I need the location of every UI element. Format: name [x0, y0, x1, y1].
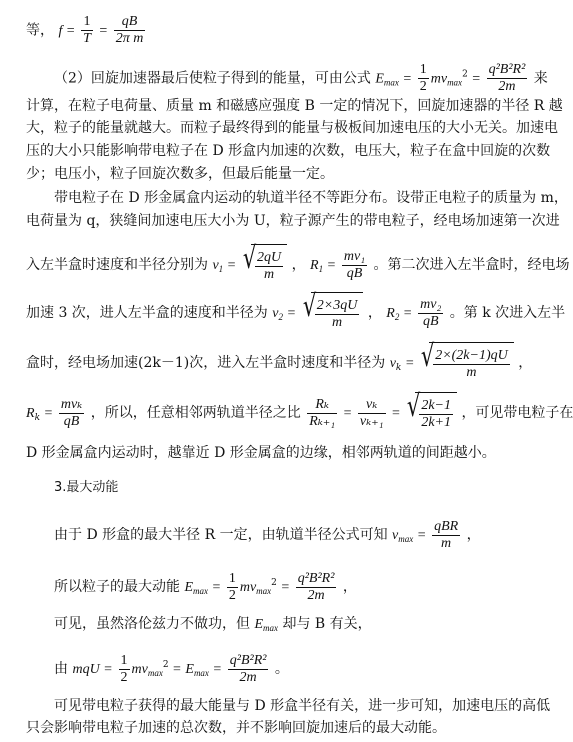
fraction-R1: $\frac{\text{mv₁}}{qB}$: [343, 248, 366, 281]
fraction-R2: $\frac{\text{mv₂}}{qB}$: [420, 296, 442, 329]
conclusion-line2: 只会影响带电粒子加速的总次数，并不影响回旋加速后的最大动能。: [26, 720, 446, 736]
para3-line1: 带电粒子在 D 形金属盒内运动的轨道半径不等距分布。设带正电粒子的质量为 m，: [54, 190, 568, 206]
fraction-Emax: $\frac{\text{q²B²R²}}{2m}$: [297, 570, 335, 603]
symbol-f: f: [58, 23, 63, 39]
fraction-kinetic: $\frac{\text{q²B²R²}}{2m}$: [488, 62, 526, 94]
equals-sign: =: [66, 23, 75, 39]
para3-line5: 盒时，经电场加速(2k－1)次，进入左半盒时速度和半径为 $v_k$ = √ $\frac{2\times(2k-1)qU}{m}$ ，: [26, 342, 551, 382]
fraction-vmax: $\frac{\text{qBR}}{m}$: [434, 518, 459, 551]
fraction-qB-over-2pim: $\frac{qB}{\text{2π m}}$: [115, 14, 144, 46]
sqrt-v1: √ $\frac{2qU}{m}$: [240, 244, 287, 286]
para3-line4: 加速 3 次，进人左半盒的速度和半径为 $v_2$ = √ $\frac{2\times 3qU}{m}$ ， $R_2$ = $\frac{\text{mv₂}}{qB}$ 。第 k 次进入左半: [26, 292, 551, 332]
para2-line2: 计算，在粒子电荷量、质量 m 和磁感应强度 B 一定的情况下，回旋加速器的半径 R 越: [26, 98, 563, 114]
para3-line3: 入左半盒时速度和半径分别为 $v_1$ = √ $\frac{2qU}{m}$ ， $R_1$ = $\frac{\text{mv₁}}{qB}$ 。第二次进入左半盒时，经电场: [26, 244, 551, 284]
frequency-formula-line: [26, 14, 551, 47]
para3-line2: 电荷量为 q，狭缝间加速电压大小为 U，粒子源产生的带电粒子，经电场加速第一次进: [26, 213, 560, 229]
para3-line6: $R_k$ = $\frac{\text{mvₖ}}{qB}$ ，所以，任意相邻两轨道半径之比 $\frac{\text{Rₖ}}{\text{Rₖ₊₁}}$ = $\frac{\text{vₖ}}{\text{vₖ₊₁}}$ = √ $\frac{2k-1}{2k+1}$ ，可见带电粒子在: [26, 392, 551, 432]
para2-line3: 大，粒子的能量就越大。而粒子最终得到的能量与极板间加速电压的大小无关。加速电: [26, 120, 558, 136]
sqrt-ratio: √ $\frac{2k-1}{2k+1}$: [404, 392, 457, 434]
sqrt-v2: √ $\frac{2\times 3qU}{m}$: [300, 292, 364, 334]
sqrt-vk: √ $\frac{2\times(2k-1)qU}{m}$: [418, 342, 514, 384]
fraction-radius-ratio: $\frac{\text{Rₖ}}{\text{Rₖ₊₁}}$: [309, 396, 336, 429]
sec3-line3: 可见，虽然洛伦兹力不做功，但 $E_{max}$ 却与 B 有关，: [54, 616, 372, 633]
equals-sign: =: [99, 23, 108, 39]
fraction-1-over-T: $\frac{1}{T}$: [83, 14, 91, 46]
fraction-Rk: $\frac{\text{mvₖ}}{qB}$: [60, 396, 83, 429]
sec3-line1: 由于 D 形盒的最大半径 R 一定，由轨道半径公式可知 $v_{max}$ = $\frac{\text{qBR}}{m}$ ，: [54, 518, 481, 551]
para2-line5: 少；电压小，粒子回旋次数多，但最后能量一定。: [26, 166, 334, 182]
text-lead: 等，: [26, 22, 54, 39]
para2-line1: （2）回旋加速器最后使粒子得到的能量，可由公式 $E_{max}$ = $\frac{1}{2}$ $mv_{max}^2$ = $\frac{\text{q²B²R²}}{2m}$ 来: [54, 62, 548, 94]
fraction-velocity-ratio: $\frac{\text{vₖ}}{\text{vₖ₊₁}}$: [359, 396, 384, 429]
para2-line4: 压的大小只能影响带电粒子在 D 形盒内加速的次数，电压大，粒子在盒中回旋的次数: [26, 143, 551, 159]
para3-line7: D 形金属盒内运动时，越靠近 D 形金属盒的边缘，相邻两轨道的间距越小。: [26, 445, 496, 461]
sec3-line4: 由 mqU = $\frac{1}{2}$ $mv_{max}^2 = E_{max}$ = $\frac{\text{q²B²R²}}{2m}$ 。: [54, 652, 289, 685]
sec3-line2: 所以粒子的最大动能 $E_{max}$ = $\frac{1}{2}$ $mv_{max}^2$ = $\frac{\text{q²B²R²}}{2m}$ ，: [54, 570, 357, 603]
fraction-half: $\frac{1}{2}$: [419, 62, 427, 94]
conclusion-line1: 可见带电粒子获得的最大能量与 D 形盒半径有关，进一步可知，加速电压的高低: [54, 698, 551, 714]
section-heading: 3.最大动能: [54, 480, 119, 495]
